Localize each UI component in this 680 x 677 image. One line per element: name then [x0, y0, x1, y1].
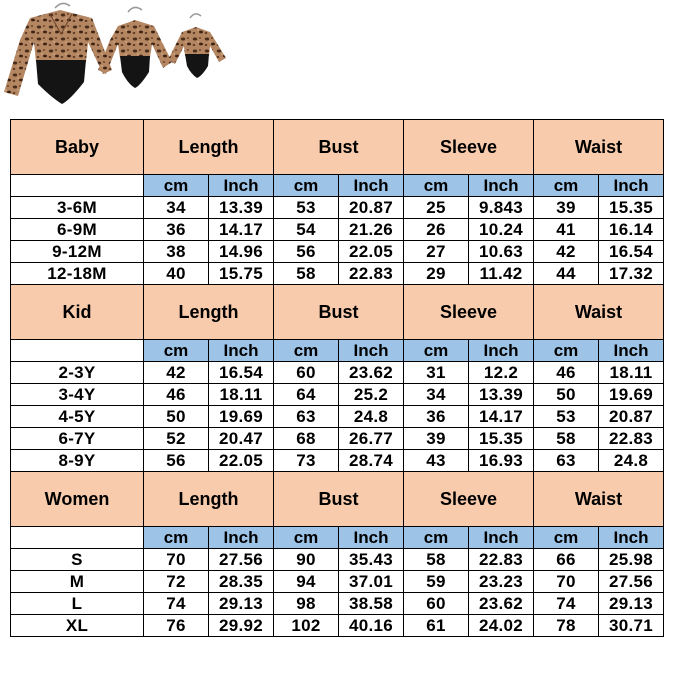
unit-cell: cm: [274, 527, 339, 549]
unit-cell: cm: [404, 527, 469, 549]
units-blank-cell: [11, 340, 144, 362]
value-cell: 25.2: [339, 384, 404, 406]
value-cell: 37.01: [339, 571, 404, 593]
table-row: [11, 549, 664, 571]
table-row: [11, 197, 664, 219]
value-cell: 15.75: [209, 263, 274, 285]
value-cell: 59: [404, 571, 469, 593]
value-cell: 50: [144, 406, 209, 428]
value-cell: 38.58: [339, 593, 404, 615]
value-cell: 43: [404, 450, 469, 472]
value-cell: 35.43: [339, 549, 404, 571]
value-cell: 22.83: [599, 428, 664, 450]
value-cell: 25: [404, 197, 469, 219]
baby-bodysuit: [168, 27, 226, 78]
units-row: [11, 175, 664, 197]
value-cell: 23.62: [339, 362, 404, 384]
value-cell: 26.77: [339, 428, 404, 450]
section-label: Kid: [11, 285, 144, 340]
measure-header: Sleeve: [404, 472, 534, 527]
units-row: [11, 340, 664, 362]
table-row: [11, 362, 664, 384]
unit-cell: Inch: [469, 527, 534, 549]
size-chart-table: [10, 119, 664, 637]
table-row: [11, 571, 664, 593]
unit-cell: cm: [534, 340, 599, 362]
value-cell: 78: [534, 615, 599, 637]
measure-header: Bust: [274, 285, 404, 340]
size-label: 12-18M: [11, 263, 144, 285]
value-cell: 22.83: [339, 263, 404, 285]
value-cell: 90: [274, 549, 339, 571]
value-cell: 63: [274, 406, 339, 428]
value-cell: 18.11: [209, 384, 274, 406]
value-cell: 74: [144, 593, 209, 615]
value-cell: 21.26: [339, 219, 404, 241]
value-cell: 23.23: [469, 571, 534, 593]
value-cell: 40.16: [339, 615, 404, 637]
value-cell: 12.2: [469, 362, 534, 384]
value-cell: 14.96: [209, 241, 274, 263]
value-cell: 18.11: [599, 362, 664, 384]
size-label: M: [11, 571, 144, 593]
value-cell: 15.35: [469, 428, 534, 450]
value-cell: 56: [144, 450, 209, 472]
measure-header: Length: [144, 472, 274, 527]
value-cell: 22.83: [469, 549, 534, 571]
value-cell: 102: [274, 615, 339, 637]
value-cell: 30.71: [599, 615, 664, 637]
table-row: [11, 428, 664, 450]
measure-header: Sleeve: [404, 120, 534, 175]
unit-cell: Inch: [209, 175, 274, 197]
unit-cell: Inch: [469, 175, 534, 197]
table-row: [11, 450, 664, 472]
value-cell: 28.74: [339, 450, 404, 472]
unit-cell: cm: [144, 175, 209, 197]
value-cell: 17.32: [599, 263, 664, 285]
size-label: L: [11, 593, 144, 615]
value-cell: 70: [144, 549, 209, 571]
value-cell: 23.62: [469, 593, 534, 615]
value-cell: 29.13: [209, 593, 274, 615]
value-cell: 29.13: [599, 593, 664, 615]
value-cell: 38: [144, 241, 209, 263]
value-cell: 25.98: [599, 549, 664, 571]
units-blank-cell: [11, 527, 144, 549]
measure-header: Sleeve: [404, 285, 534, 340]
measure-header: Length: [144, 285, 274, 340]
value-cell: 16.54: [209, 362, 274, 384]
size-label: 9-12M: [11, 241, 144, 263]
value-cell: 76: [144, 615, 209, 637]
value-cell: 72: [144, 571, 209, 593]
value-cell: 74: [534, 593, 599, 615]
unit-cell: Inch: [339, 340, 404, 362]
value-cell: 20.87: [599, 406, 664, 428]
table-row: [11, 384, 664, 406]
value-cell: 20.87: [339, 197, 404, 219]
value-cell: 29.92: [209, 615, 274, 637]
section-label: Baby: [11, 120, 144, 175]
value-cell: 9.843: [469, 197, 534, 219]
unit-cell: cm: [404, 175, 469, 197]
measure-header: Bust: [274, 472, 404, 527]
value-cell: 19.69: [599, 384, 664, 406]
size-label: 8-9Y: [11, 450, 144, 472]
value-cell: 56: [274, 241, 339, 263]
unit-cell: cm: [144, 340, 209, 362]
value-cell: 53: [274, 197, 339, 219]
value-cell: 22.05: [209, 450, 274, 472]
size-label: 4-5Y: [11, 406, 144, 428]
unit-cell: Inch: [599, 175, 664, 197]
measure-header: Waist: [534, 285, 664, 340]
unit-cell: cm: [534, 527, 599, 549]
unit-cell: cm: [274, 340, 339, 362]
value-cell: 11.42: [469, 263, 534, 285]
value-cell: 28.35: [209, 571, 274, 593]
section-header-row: [11, 120, 664, 175]
value-cell: 58: [274, 263, 339, 285]
value-cell: 54: [274, 219, 339, 241]
value-cell: 70: [534, 571, 599, 593]
value-cell: 13.39: [209, 197, 274, 219]
unit-cell: Inch: [339, 527, 404, 549]
unit-cell: Inch: [599, 340, 664, 362]
value-cell: 63: [534, 450, 599, 472]
units-row: [11, 527, 664, 549]
value-cell: 42: [534, 241, 599, 263]
women-bodysuit: [4, 10, 112, 104]
size-label: XL: [11, 615, 144, 637]
value-cell: 16.93: [469, 450, 534, 472]
table-row: [11, 615, 664, 637]
table-row: [11, 241, 664, 263]
value-cell: 16.54: [599, 241, 664, 263]
size-label: 2-3Y: [11, 362, 144, 384]
value-cell: 19.69: [209, 406, 274, 428]
value-cell: 61: [404, 615, 469, 637]
value-cell: 31: [404, 362, 469, 384]
table-row: [11, 406, 664, 428]
value-cell: 36: [144, 219, 209, 241]
value-cell: 36: [404, 406, 469, 428]
value-cell: 34: [144, 197, 209, 219]
value-cell: 94: [274, 571, 339, 593]
value-cell: 27: [404, 241, 469, 263]
value-cell: 13.39: [469, 384, 534, 406]
unit-cell: Inch: [209, 527, 274, 549]
value-cell: 15.35: [599, 197, 664, 219]
units-blank-cell: [11, 175, 144, 197]
section-label: Women: [11, 472, 144, 527]
value-cell: 73: [274, 450, 339, 472]
unit-cell: Inch: [209, 340, 274, 362]
value-cell: 41: [534, 219, 599, 241]
unit-cell: Inch: [469, 340, 534, 362]
value-cell: 68: [274, 428, 339, 450]
size-label: S: [11, 549, 144, 571]
unit-cell: cm: [144, 527, 209, 549]
value-cell: 24.8: [599, 450, 664, 472]
unit-cell: cm: [404, 340, 469, 362]
size-label: 3-6M: [11, 197, 144, 219]
size-label: 6-7Y: [11, 428, 144, 450]
measure-header: Length: [144, 120, 274, 175]
kid-bodysuit: [98, 20, 172, 88]
value-cell: 24.8: [339, 406, 404, 428]
value-cell: 64: [274, 384, 339, 406]
product-photo: [0, 0, 240, 108]
section-header-row: [11, 472, 664, 527]
value-cell: 22.05: [339, 241, 404, 263]
value-cell: 98: [274, 593, 339, 615]
value-cell: 60: [404, 593, 469, 615]
measure-header: Bust: [274, 120, 404, 175]
value-cell: 14.17: [209, 219, 274, 241]
value-cell: 26: [404, 219, 469, 241]
table-row: [11, 219, 664, 241]
value-cell: 53: [534, 406, 599, 428]
table-row: [11, 593, 664, 615]
value-cell: 24.02: [469, 615, 534, 637]
value-cell: 39: [534, 197, 599, 219]
value-cell: 46: [144, 384, 209, 406]
value-cell: 16.14: [599, 219, 664, 241]
value-cell: 29: [404, 263, 469, 285]
measure-header: Waist: [534, 472, 664, 527]
value-cell: 46: [534, 362, 599, 384]
value-cell: 39: [404, 428, 469, 450]
value-cell: 52: [144, 428, 209, 450]
unit-cell: Inch: [599, 527, 664, 549]
value-cell: 14.17: [469, 406, 534, 428]
value-cell: 27.56: [209, 549, 274, 571]
value-cell: 20.47: [209, 428, 274, 450]
value-cell: 66: [534, 549, 599, 571]
value-cell: 60: [274, 362, 339, 384]
size-label: 3-4Y: [11, 384, 144, 406]
value-cell: 58: [404, 549, 469, 571]
value-cell: 44: [534, 263, 599, 285]
unit-cell: cm: [534, 175, 599, 197]
section-header-row: [11, 285, 664, 340]
size-label: 6-9M: [11, 219, 144, 241]
table-row: [11, 263, 664, 285]
unit-cell: Inch: [339, 175, 404, 197]
value-cell: 40: [144, 263, 209, 285]
measure-header: Waist: [534, 120, 664, 175]
value-cell: 34: [404, 384, 469, 406]
value-cell: 10.63: [469, 241, 534, 263]
value-cell: 10.24: [469, 219, 534, 241]
unit-cell: cm: [274, 175, 339, 197]
value-cell: 50: [534, 384, 599, 406]
value-cell: 42: [144, 362, 209, 384]
value-cell: 27.56: [599, 571, 664, 593]
value-cell: 58: [534, 428, 599, 450]
